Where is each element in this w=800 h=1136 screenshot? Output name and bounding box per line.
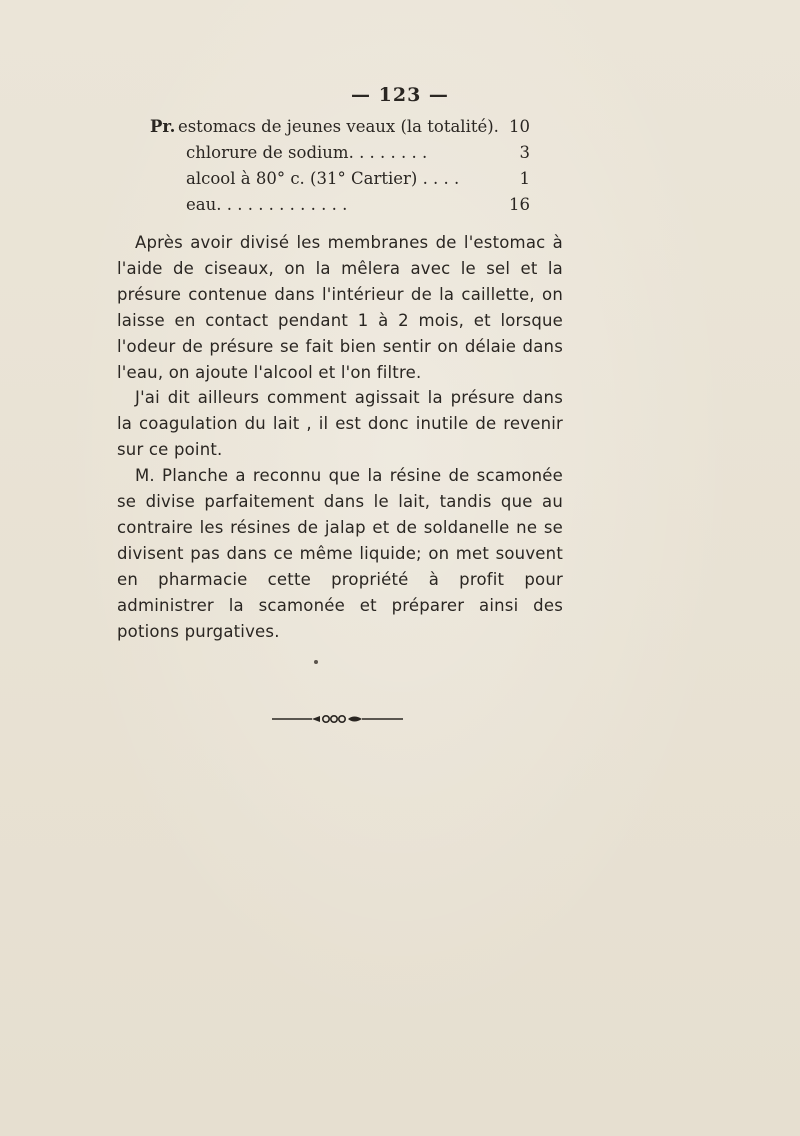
recipe-row	[150, 114, 530, 140]
ink-speck	[314, 660, 318, 664]
body-text	[117, 230, 563, 645]
recipe-prefix: Pr.	[150, 117, 176, 136]
ingredient-quantity: 1	[519, 169, 530, 188]
paragraph: M. Planche a reconnu que la résine de scamonée se divise parfaitement dans le lait, tandis que au contraire les résines de jalap et de soldanelle ne se divisent pas dans ce même liquide; on met souvent en pharmacie cette propriété à profit pour administrer la scamonée et préparer ainsi des potions purgatives.	[117, 466, 563, 641]
ingredient-name: chlorure de sodium. . . . . . . .	[186, 143, 428, 162]
ingredient-name: alcool à 80° c. (31° Cartier) . . . .	[186, 169, 460, 188]
paragraph: Après avoir divisé les membranes de l'estomac à l'aide de ciseaux, on la mêlera avec le sel et la présure contenue dans l'intérieur de la caillette, on laisse en contact pendant 1 à 2 mois, et lorsque l'odeur de présure se fait bien sentir on délaie dans l'eau, on ajoute l'alcool et l'on filtre.	[117, 233, 563, 382]
ingredient-quantity: 10	[509, 117, 530, 136]
recipe-prefix-spacer	[150, 192, 186, 218]
recipe-list	[150, 114, 530, 218]
paragraph: J'ai dit ailleurs comment agissait la présure dans la coagulation du lait , il est donc inutile de revenir sur ce point.	[117, 388, 563, 460]
recipe-row	[150, 140, 530, 166]
recipe-row	[150, 192, 530, 218]
recipe-prefix-spacer	[150, 140, 186, 166]
page-number: — 123 —	[351, 84, 449, 106]
ingredient-name: estomacs de jeunes veaux (la totalité).	[177, 117, 499, 136]
recipe-row	[150, 166, 530, 192]
ingredient-quantity: 3	[519, 143, 530, 162]
ingredient-quantity: 16	[509, 195, 530, 214]
ingredient-name: eau. . . . . . . . . . . . .	[186, 195, 348, 214]
ornament-divider	[270, 712, 405, 726]
recipe-prefix-spacer	[150, 166, 186, 192]
